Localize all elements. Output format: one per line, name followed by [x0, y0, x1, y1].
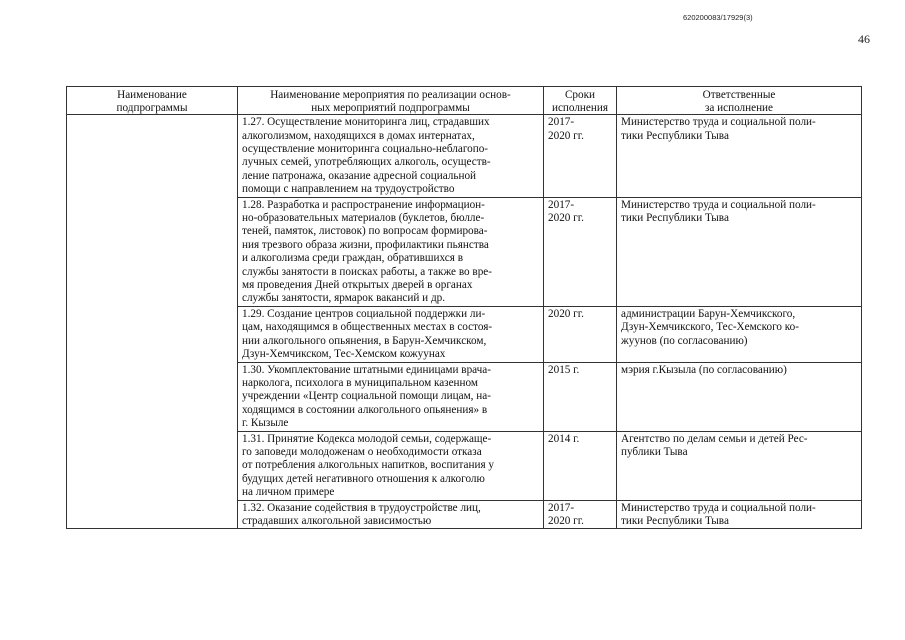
term-cell: 2017- 2020 гг.	[544, 197, 617, 306]
responsible-cell: Министерство труда и социальной поли- тики Республики Тыва	[617, 197, 862, 306]
table-row	[67, 115, 862, 197]
document-code: 620200083/17929(3)	[683, 13, 753, 22]
measures-table	[66, 86, 862, 529]
header-responsible: Ответственные за исполнение	[617, 87, 862, 115]
subprogram-cell	[67, 115, 238, 529]
term-cell: 2017- 2020 гг.	[544, 500, 617, 529]
term-cell: 2017- 2020 гг.	[544, 115, 617, 197]
header-term: Сроки исполнения	[544, 87, 617, 115]
responsible-cell: администрации Барун-Хемчикского, Дзун-Хемчикского, Тес-Хемского ко- жуунов (по согласованию)	[617, 306, 862, 362]
page-number: 46	[858, 32, 870, 46]
term-cell: 2015 г.	[544, 362, 617, 431]
term-cell: 2014 г.	[544, 431, 617, 500]
table-header-row	[67, 87, 862, 115]
measure-cell: 1.30. Укомплектование штатными единицами врача- нарколога, психолога в муниципальном казенном учреждении «Центр социальной помощи лицам, на- ходящимся в состоянии алкогольного опьянения» в г. Кызыле	[238, 362, 544, 431]
measure-cell: 1.31. Принятие Кодекса молодой семьи, содержаще- го заповеди молодоженам о необходимости отказа от потребления алкогольных напитков, воспитания у будущих детей негативного отношения к алкоголю на личном примере	[238, 431, 544, 500]
responsible-cell: Агентство по делам семьи и детей Рес- публики Тыва	[617, 431, 862, 500]
header-measure: Наименование мероприятия по реализации основ- ных мероприятий подпрограммы	[238, 87, 544, 115]
measure-cell: 1.29. Создание центров социальной поддержки ли- цам, находящимся в общественных местах в состоя- нии алкогольного опьянения, в Барун-Хемчикском, Дзун-Хемчикском, Тес-Хемском кожуунах	[238, 306, 544, 362]
measure-cell: 1.28. Разработка и распространение информацион- но-образовательных материалов (буклетов, бюлле- теней, памяток, листовок) по вопросам формирова- ния трезвого образа жизни, профилактики пьянства и алкоголизма среди граждан, обратившихся в службы занятости в поисках работы, а также во вре- мя проведения Дней открытых дверей в органах службы занятости, ярмарок вакансий и др.	[238, 197, 544, 306]
header-subprogram: Наименование подпрограммы	[67, 87, 238, 115]
responsible-cell: Министерство труда и социальной поли- тики Республики Тыва	[617, 115, 862, 197]
responsible-cell: мэрия г.Кызыла (по согласованию)	[617, 362, 862, 431]
term-cell: 2020 гг.	[544, 306, 617, 362]
measure-cell: 1.27. Осуществление мониторинга лиц, страдавших алкоголизмом, находящихся в домах интернатах, осуществление мониторинга социально-неблагопо- лучных семей, употребляющих алкоголь, осуществ- ление патронажа, оказание адресной социальной помощи с направлением на трудоустройство	[238, 115, 544, 197]
responsible-cell: Министерство труда и социальной поли- тики Республики Тыва	[617, 500, 862, 529]
measure-cell: 1.32. Оказание содействия в трудоустройстве лиц, страдавших алкогольной зависимостью	[238, 500, 544, 529]
